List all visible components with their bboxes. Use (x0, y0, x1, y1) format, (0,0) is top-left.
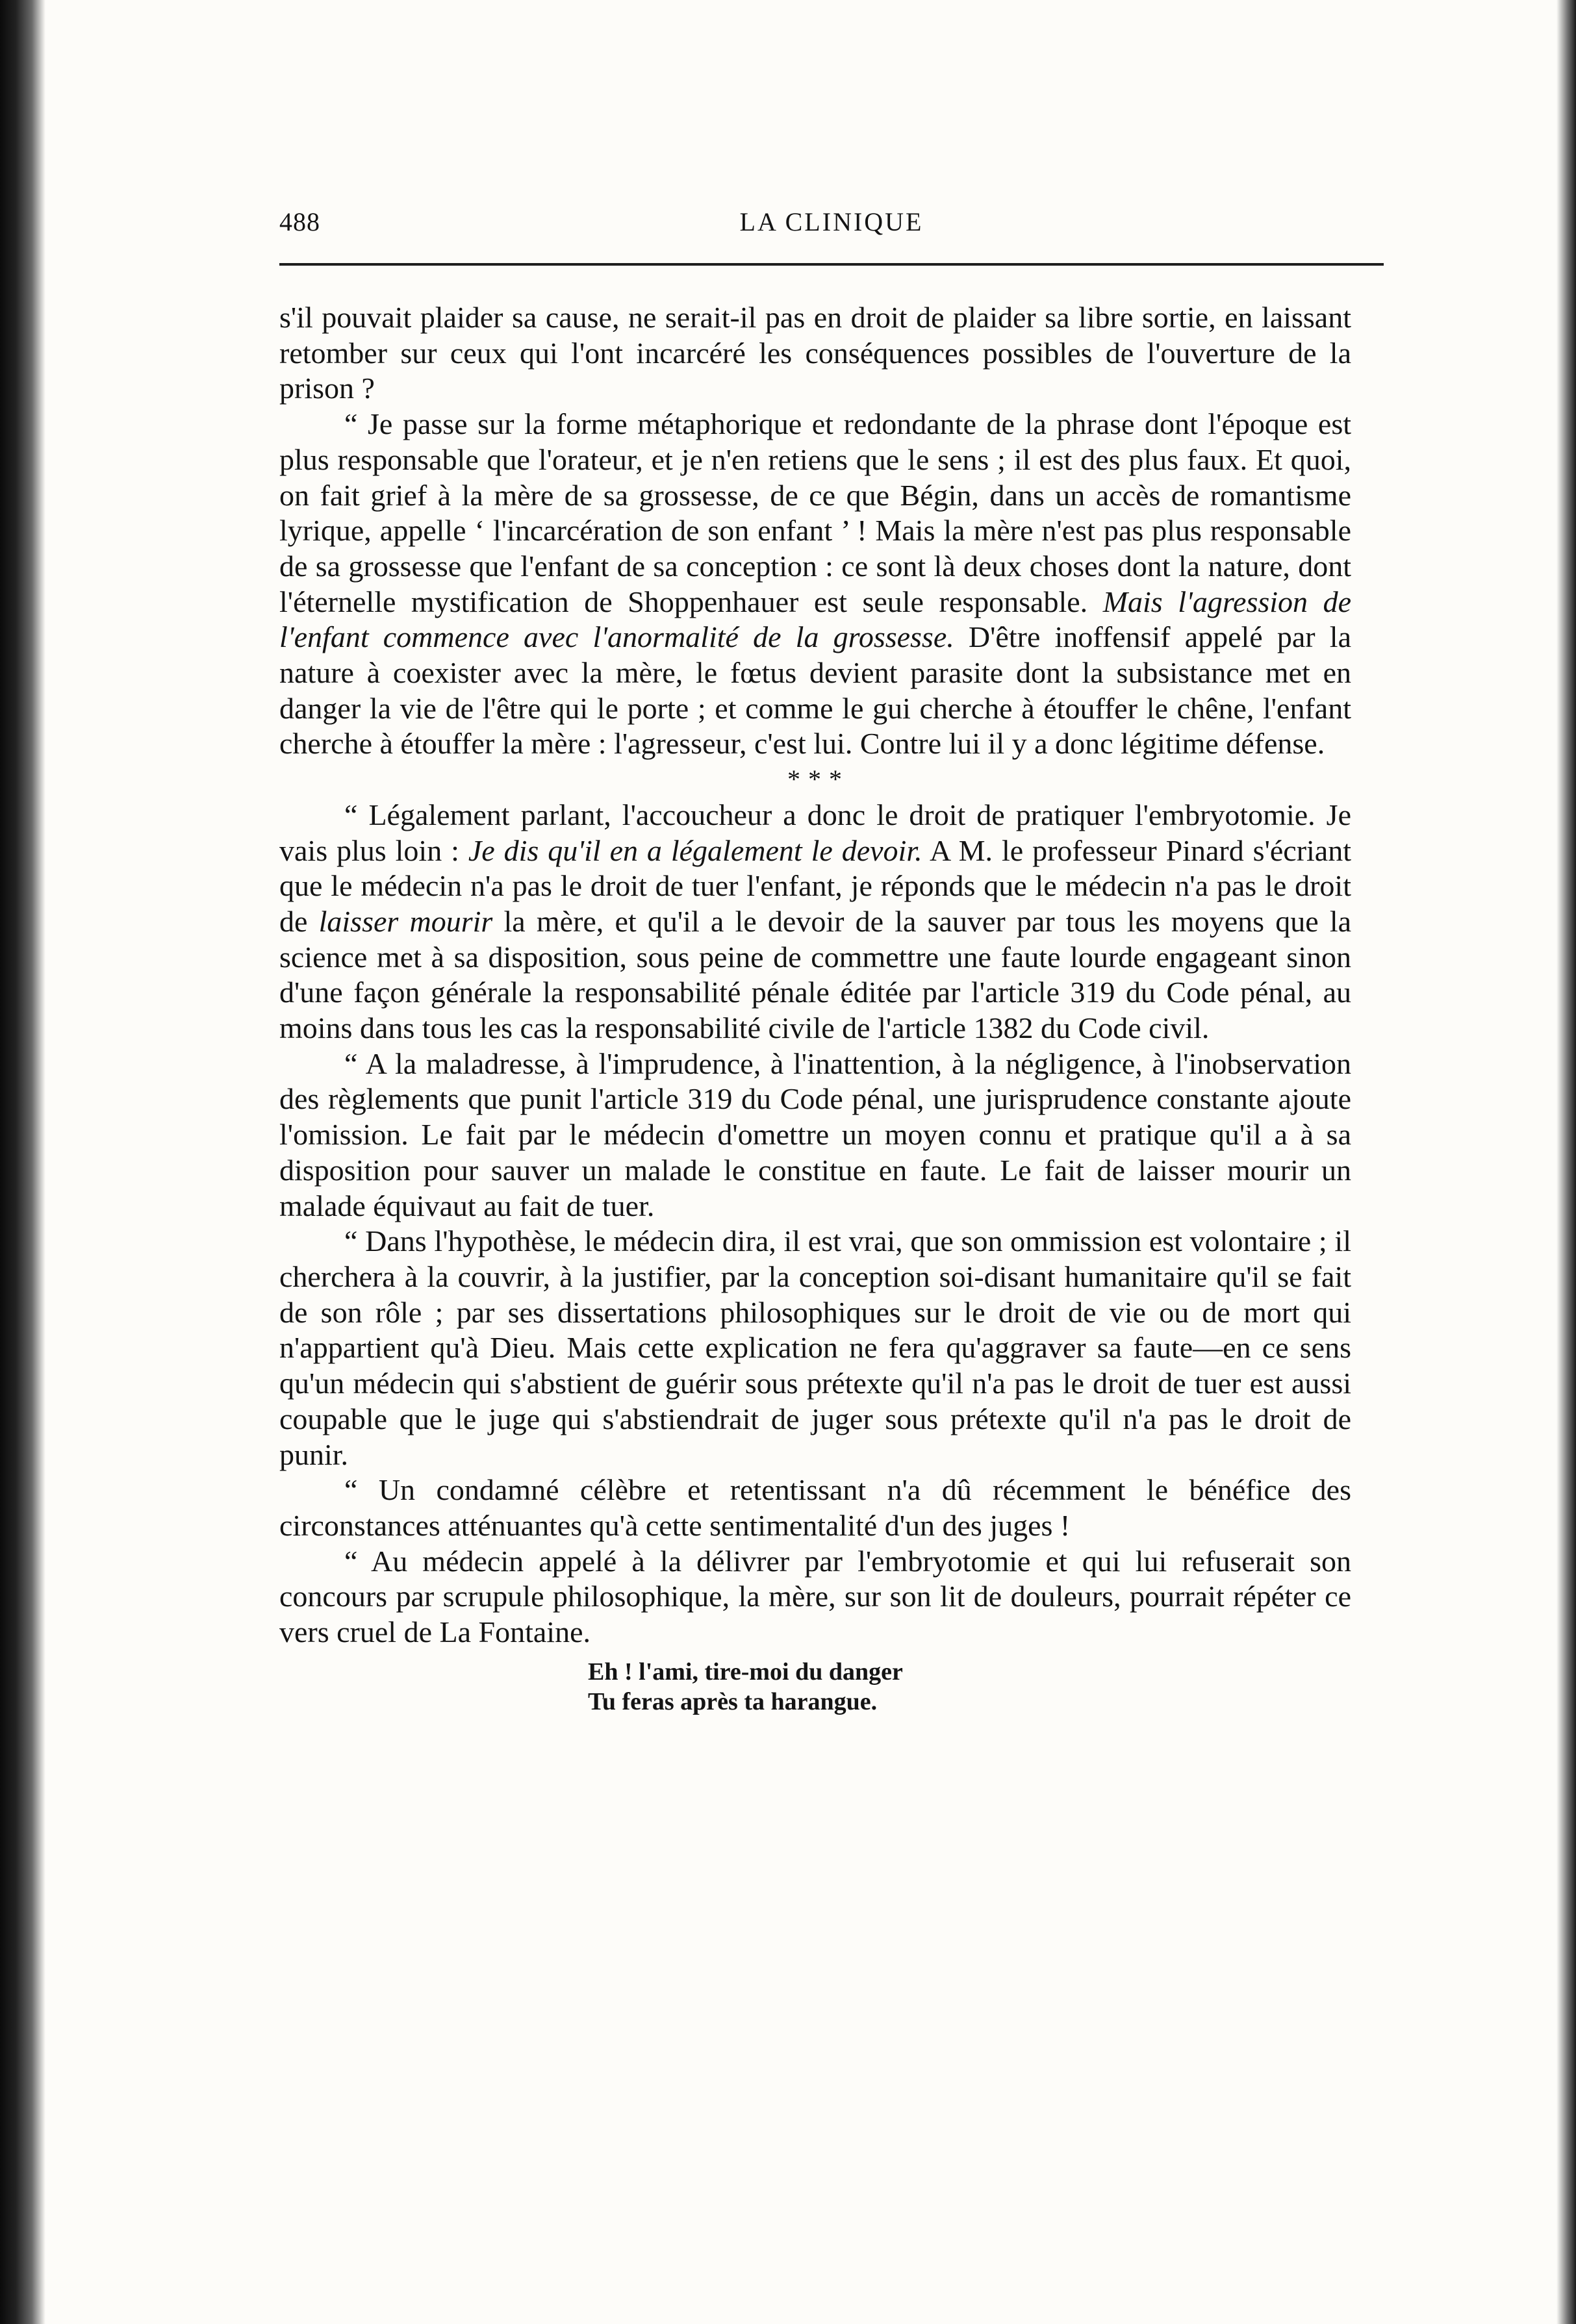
verse-quote (279, 1657, 1351, 1717)
page-number: 488 (279, 207, 320, 236)
paragraph-4: “ A la maladresse, à l'imprudence, à l'inattention, à la négligence, à l'inobservation des règlements que punit l'article 319 du Code pénal, une jurisprudence constante ajoute l'omission. Le fait par le médecin d'omettre un moyen connu et pratique qu'il a à sa disposition pour sauver un malade le constitue en faute. Le fait de laisser mourir un malade équivaut au fait de tuer. (279, 1046, 1351, 1222)
verse-line-2: Tu feras après ta harangue. (588, 1687, 878, 1715)
paragraph-7: “ Au médecin appelé à la délivrer par l'embryotomie et qui lui refuserait son concours par scrupule philosophique, la mère, sur son lit de douleurs, pourrait répéter ce vers cruel de La Fontaine. (279, 1544, 1351, 1649)
paragraph-2 (279, 407, 1351, 762)
body-text (279, 300, 1351, 1717)
paragraph-3 (279, 798, 1351, 1046)
paragraph-3-text-c: la mère, et qu'il a le devoir de la sauver par tous les moyens que la science met à sa disposition, sous peine de commettre une faute lourde engageant sinon d'une façon générale la responsabilité pénale éditée par l'article 319 du Code pénal, au moins dans tous les cas la responsabilité civile de l'article 1382 du Code civil. (279, 904, 1352, 1045)
paragraph-1: s'il pouvait plaider sa cause, ne serait-il pas en droit de plaider sa libre sortie, en laissant retomber sur ceux qui l'ont incarcéré les conséquences possibles de l'ouverture de la prison ? (279, 301, 1351, 405)
paragraph-2-text-a: “ Je passe sur la forme métaphorique et redondante de la phrase dont l'époque est plus responsable que l'orateur, et je n'en retiens que le sens ; il est des plus faux. Et quoi, on fait grief à la mère de sa grossesse, de ce que Bégin, dans un accès de romantisme lyrique, appelle ‘ l'incarcération de son enfant ’ ! Mais la mère n'est pas plus responsable de sa grossesse que l'enfant de sa conception : ce sont là deux choses dont la nature, dont l'éternelle mystification de Shoppenhauer est seule responsable. (279, 407, 1351, 618)
page-header (279, 207, 1384, 246)
header-rule (279, 263, 1384, 266)
paragraph-3-text-b: A M. le professeur Pinard s'écriant que le médecin n'a pas le droit de tuer l'enfant, je réponds que le médecin n'a pas le droit de (279, 833, 1351, 938)
scan-edge-left (0, 0, 45, 2324)
running-head: LA CLINIQUE (739, 207, 924, 236)
paragraph-2-text-b: D'être inoffensif appelé par la nature à coexister avec la mère, le fœtus devient parasite dont la subsistance met en danger la vie de l'être qui le porte ; et comme le gui cherche à étouffer le chêne, l'enfant cherche à étouffer la mère : l'agresseur, c'est lui. Contre lui il y a donc légitime défense. (279, 620, 1351, 761)
paragraph-3-italic-2: laisser mourir (318, 904, 493, 938)
verse-line-1: Eh ! l'ami, tire-moi du danger (588, 1658, 903, 1686)
asterism: * * * (787, 764, 843, 794)
paragraph-3-italic-1: Je dis qu'il en a légalement le devoir. (468, 833, 922, 867)
paragraph-2-italic: Mais l'agression de l'enfant commence avec l'anormalité de la grossesse. (279, 585, 1351, 654)
paragraph-6: “ Un condamné célèbre et retentissant n'a dû récemment le bénéfice des circonstances atténuantes qu'à cette sentimentalité d'un des juges ! (279, 1473, 1351, 1542)
scan-edge-right (1557, 0, 1576, 2324)
paragraph-5: “ Dans l'hypothèse, le médecin dira, il est vrai, que son ommission est volontaire ; il cherchera à la couvrir, à la justifier, par la conception soi-disant humanitaire qu'il se fait de son rôle ; par ses dissertations philosophiques sur le droit de vie ou de mort qui n'appartient qu'à Dieu. Mais cette explication ne fera qu'aggraver sa faute—en ce sens qu'un médecin qui s'abstient de guérir sous prétexte qu'il n'a pas le droit de tuer est aussi coupable que le juge qui s'abstiendrait de juger sous prétexte qu'il n'a pas le droit de punir. (279, 1224, 1351, 1471)
paragraph-3-text-a: “ Légalement parlant, l'accoucheur a donc le droit de pratiquer l'embryotomie. Je vais plus loin : (279, 798, 1351, 867)
